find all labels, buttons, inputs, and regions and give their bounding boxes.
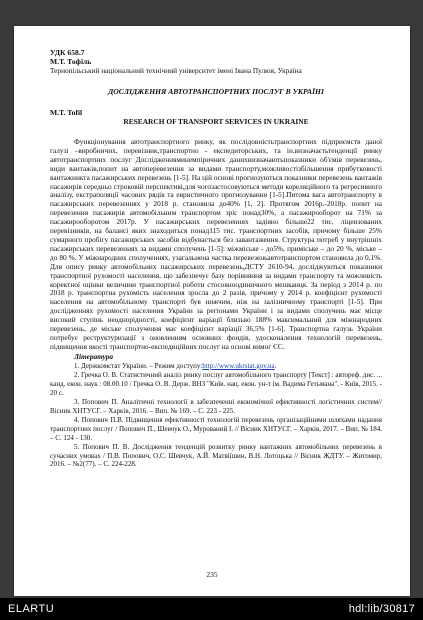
reference-text: 1. Держкомстат України. – Режим доступу: [74,361,203,370]
udk-code: УДК 658.7 [50,48,85,57]
handle-identifier[interactable]: hdl:lib/30817 [348,603,415,615]
literature-heading: Література [74,351,114,361]
reference-text: 3. Попович П. Аналітичні технології в забезпеченні економічної ефективності логістичних систем// Вісник ХНТУСГ. – Харків, 2016. – Вип. № 169. – С. 223 - 225. [50,398,382,415]
reference-item [50,416,382,442]
reference-text: 5. Попович П. В. Дослідження тенденцій розвитку ринку вантажних автомобільних перевезень в сучасних умовах / П.В. Попович, О.С. Шевчук, А.Й. Матвіїшин, В.Н. Лотоцька // Вісник ЖДТУ. – Житомир, 2016. – №2(77). – С. 224-228. [50,443,382,469]
reference-item [50,398,382,415]
reference-text: 4. Попович П.В. Підвищення ефективності технологій перевезень організаційними шляхами надання транспортних послуг / Попович П., Шевчук О., Мурований І. // Вісник ХНТУСГ. – Харків, 2017. – Вип. № 184. – С. 124 - 130. [50,416,382,442]
repository-name: ELARTU [8,603,55,615]
reference-item [50,362,382,371]
reference-link[interactable]: http://www.ukrstat.gov.ua [202,361,275,370]
page-number: 235 [206,570,218,579]
repository-footer-bar [0,598,423,620]
paper-title-ukrainian: ДОСЛІДЖЕННЯ АВТОТРАНСПОРТНИХ ПОСЛУГ В УКРАЇНІ [108,87,324,96]
reference-text: 2. Гречка О. В. Статистичний аналіз ринку послуг автомобільного транспорту [Текст] : автореф. дис. ... канд. екон. наук : 08.00.10 / Гречка О. В. Держ. ВНЗ "Київ. нац. екон. ун-т ім. Вадима Гетьмана". - Київ, 2015. - 20 с. [50,371,382,397]
author-name: М.Т. Тофіль [50,57,92,66]
reference-item [50,443,382,469]
reference-item [50,371,382,397]
reference-list [50,362,382,469]
paper-page [14,26,410,596]
author-name-english: M.T. Tofil [50,108,83,117]
paper-title-english: RESEARCH OF TRANSPORT SERVICES IN UKRAINE [123,117,309,126]
reference-text-end: . [274,361,277,370]
page-content [50,48,382,469]
author-affiliation: Тернопільський національний технічний університет імені Івана Пулюя, Україна [50,66,302,75]
body-paragraph: Функціонування автотранспортного ринку, як послідовністьтранспортних підприємств даної галузі –виробничих, перевізник,транспортно - експедиторських, та ін.визначаєтьтенденції ринку автотранспортних послуг Дослідженняминемпіричних данихвизначаютьпоказники об'ємів перевезень, види вантажів,попит на автоперевезення за видами транспорту,можливостізбільшення прибутковості вантажникта пасажирських перевезень [1-5]. На цій основі прогнозуються показники перевезень вантажів пасажирів середньо строковій перспективі,для чогозастосовуються методи кореляційного та регресивного аналізу, екстраполяції часових рядів та евристичного прогнозування [1-5].Питома вага автотранспорту в пасажирських перевезеннях у 2018 р. становила до40% [1, 2]. Протягом 2016р.-2018р. попит на перевезення пасажирів автомобільним транспортом зріс понад30%, а пасажирооборот на 71% за пасажирооборотом 2017р. У пасажирських перевезеннях задіяно більше22 тис. ліцензованих перевізників, на балансі яких знаходиться понад115 тис. транспортних засобів, причому більше 25% сумарного пробігу пасажирських засобів відбувається без завантаження. Структура потреб у внутрішніх пасажирських перевезеннях за видами сполучень [1-5]: міжміське - до5%, приміське – до 20 %, міське – до 80 %. У міжнародних сполученнях, узагальнена частка перевезеньавтотранспортом становила до 0,1%. Для опису ринку автомобільних пасажирських перевезень,ДСТУ 2610-94, досліджуються показники транспортної рухомості населення, що забезпечує базу порівняння за видами транспорту та можливість коректної оцінки величини транспортної роботи стосовноодиничного мешканця. За період з 2014 р. по 2018 р. транспортна рухомість населення зросла до 2 разів, причому у 2014 р. коефіцієнт рухомості населення на автомобільному транспорті був нижчим, ніж на залізничному транспорті [1-5]. При дослідженнях рухомості населення України за регіонами України і за видами сполучень має місце високий ступінь неоднорідності, коефіцієнт варіації близько 188% максимальний для міжнародних перевезень, де міське сполучення має коефіцієнт варіації 36,5% [1-6]. Транспортна галузь України потребує реструктуризації з оновленням основних фондів, удосконалення технологій перевезень, підвищення якості транспортно-експедиційних послуг на основі вимог ЄС. [50,137,382,351]
